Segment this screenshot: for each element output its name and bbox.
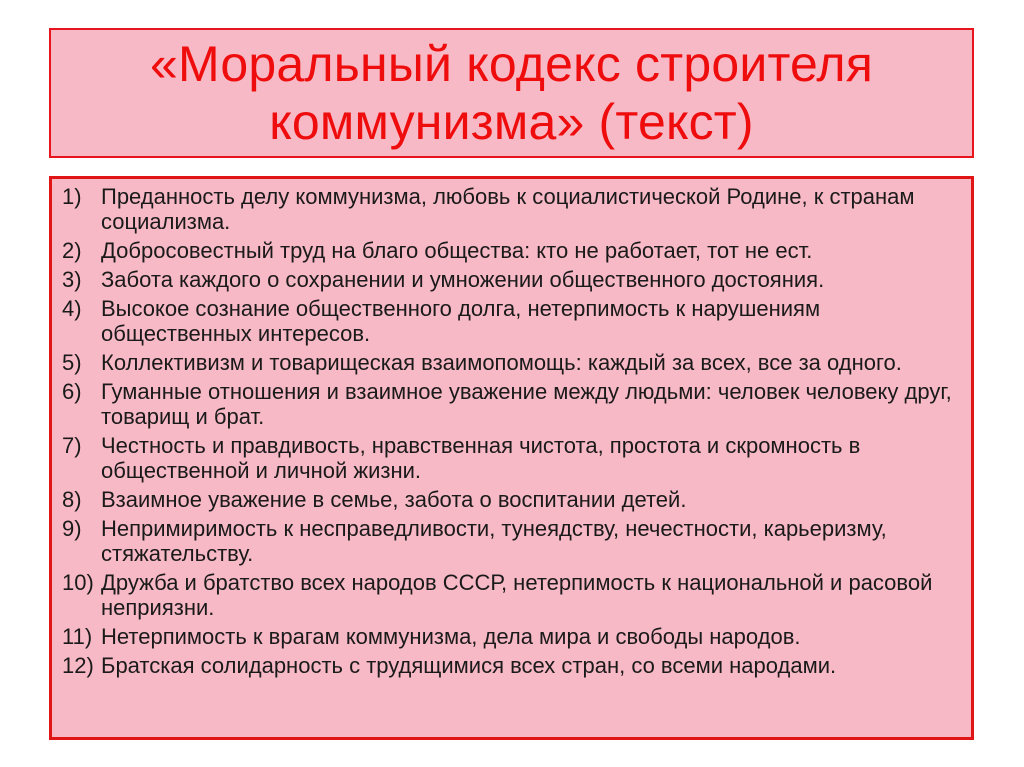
item-number: 4) xyxy=(62,296,82,321)
item-text: Братская солидарность с трудящимися всех стран, со всеми народами. xyxy=(101,653,837,678)
title-line-1: «Моральный кодекс строителя xyxy=(149,36,874,92)
list-item xyxy=(62,296,967,346)
item-number: 2) xyxy=(62,238,82,263)
item-number: 1) xyxy=(62,184,82,209)
list-item xyxy=(62,184,967,234)
item-number: 10) xyxy=(62,570,94,595)
code-list xyxy=(62,184,967,682)
list-item xyxy=(62,487,967,512)
item-text: Забота каждого о сохранении и умножении общественного достояния. xyxy=(101,267,825,292)
list-item xyxy=(62,516,967,566)
item-text: Гуманные отношения и взаимное уважение между людьми: человек человеку друг, товарищ и брат. xyxy=(101,379,952,429)
item-number: 9) xyxy=(62,516,82,541)
list-item xyxy=(62,570,967,620)
item-text: Коллективизм и товарищеская взаимопомощь: каждый за всех, все за одного. xyxy=(101,350,902,375)
item-number: 5) xyxy=(62,350,82,375)
title-box xyxy=(49,28,974,158)
title-line-2: коммунизма» (текст) xyxy=(269,94,754,150)
list-item xyxy=(62,624,967,649)
item-number: 3) xyxy=(62,267,82,292)
item-number: 6) xyxy=(62,379,82,404)
list-item xyxy=(62,433,967,483)
item-text: Взаимное уважение в семье, забота о воспитании детей. xyxy=(101,487,687,512)
item-text: Непримиримость к несправедливости, тунеядству, нечестности, карьеризму, стяжательству. xyxy=(101,516,887,566)
item-text: Высокое сознание общественного долга, нетерпимость к нарушениям общественных интересов. xyxy=(101,296,821,346)
item-text: Добросовестный труд на благо общества: кто не работает, тот не ест. xyxy=(101,238,813,263)
list-item xyxy=(62,350,967,375)
content-box xyxy=(49,176,974,740)
item-text: Нетерпимость к врагам коммунизма, дела мира и свободы народов. xyxy=(101,624,801,649)
list-item xyxy=(62,379,967,429)
item-number: 12) xyxy=(62,653,94,678)
item-text: Преданность делу коммунизма, любовь к социалистической Родине, к странам социализма. xyxy=(101,184,915,234)
list-item xyxy=(62,267,967,292)
item-number: 8) xyxy=(62,487,82,512)
item-text: Дружба и братство всех народов СССР, нетерпимость к национальной и расовой неприязни. xyxy=(101,570,933,620)
item-text: Честность и правдивость, нравственная чистота, простота и скромность в общественной и личной жизни. xyxy=(101,433,861,483)
list-item xyxy=(62,238,967,263)
item-number: 7) xyxy=(62,433,82,458)
item-number: 11) xyxy=(62,624,93,649)
list-item xyxy=(62,653,967,678)
